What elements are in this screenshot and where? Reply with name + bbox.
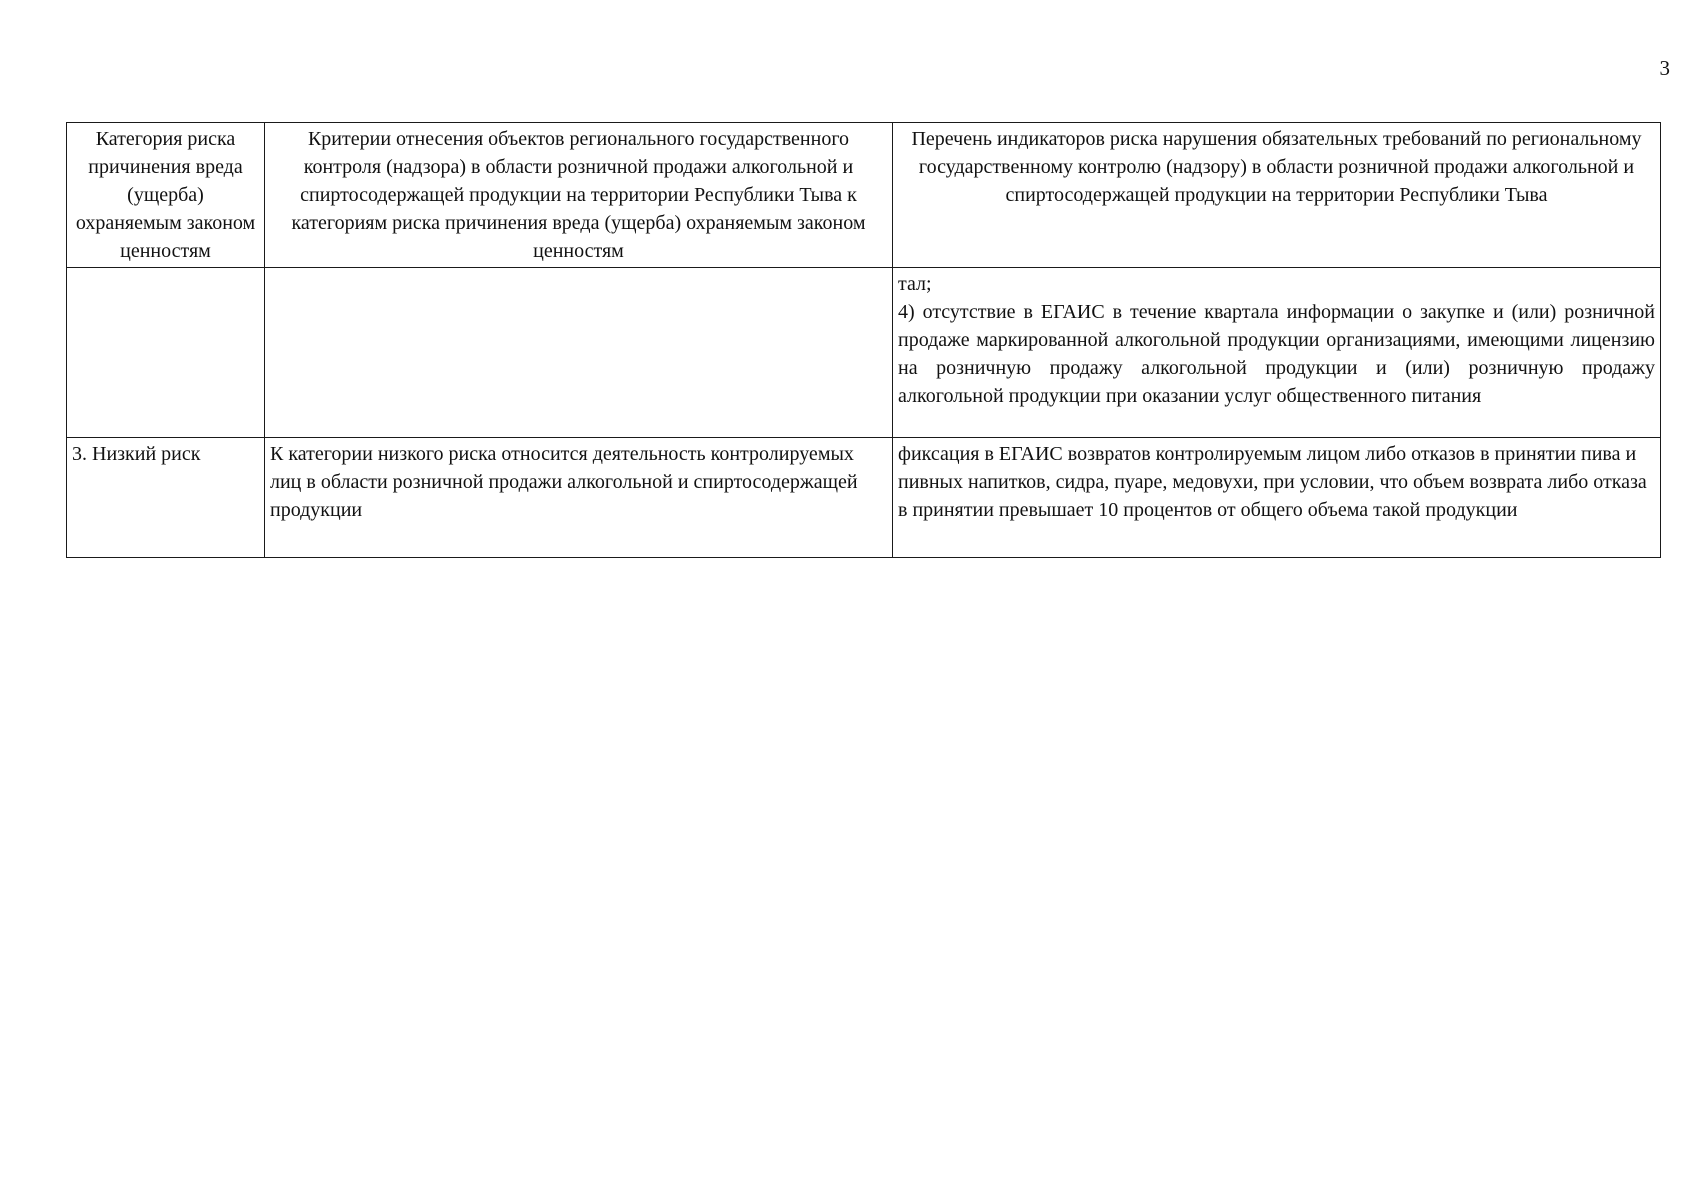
table-header-row xyxy=(67,123,1661,268)
table-row xyxy=(67,268,1661,438)
risk-indicators-table xyxy=(66,122,1661,558)
row-1-indicators xyxy=(893,268,1661,438)
table-row xyxy=(67,438,1661,558)
row-2-criteria: К категории низкого риска относится деятельность контролируемых лиц в области розничной продажи алкогольной и спиртосодержащей продукции xyxy=(265,438,893,558)
page-number: 3 xyxy=(1659,56,1670,80)
header-risk-category: Категория риска причинения вреда (ущерба) охраняемым законом ценностям xyxy=(67,123,265,268)
row-2-indicators: фиксация в ЕГАИС возвратов контролируемым лицом либо отказов в принятии пива и пивных напитков, сидра, пуаре, медовухи, при условии, что объем возврата либо отказа в принятии превышает 10 процентов от общего объема такой продукции xyxy=(893,438,1661,558)
row-1-criteria xyxy=(265,268,893,438)
row-1-indicators-line-1: тал; xyxy=(898,273,932,295)
row-2-category: 3. Низкий риск xyxy=(67,438,265,558)
row-1-indicators-line-2: 4) отсутствие в ЕГАИС в течение квартала информации о закупке и (или) розничной продаже маркированной алкогольной продукции организациями, имеющими лицензию на розничную продажу алкогольной продукции и (или) розничную продажу алкогольной продукции при оказании услуг общественного питания xyxy=(898,301,1655,407)
row-1-category xyxy=(67,268,265,438)
header-risk-indicators: Перечень индикаторов риска нарушения обязательных требований по региональному государственному контролю (надзору) в области розничной продажи алкогольной и спиртосодержащей продукции на территории Республики Тыва xyxy=(893,123,1661,268)
header-criteria: Критерии отнесения объектов регионального государственного контроля (надзора) в области розничной продажи алкогольной и спиртосодержащей продукции на территории Республики Тыва к категориям риска причинения вреда (ущерба) охраняемым законом ценностям xyxy=(265,123,893,268)
